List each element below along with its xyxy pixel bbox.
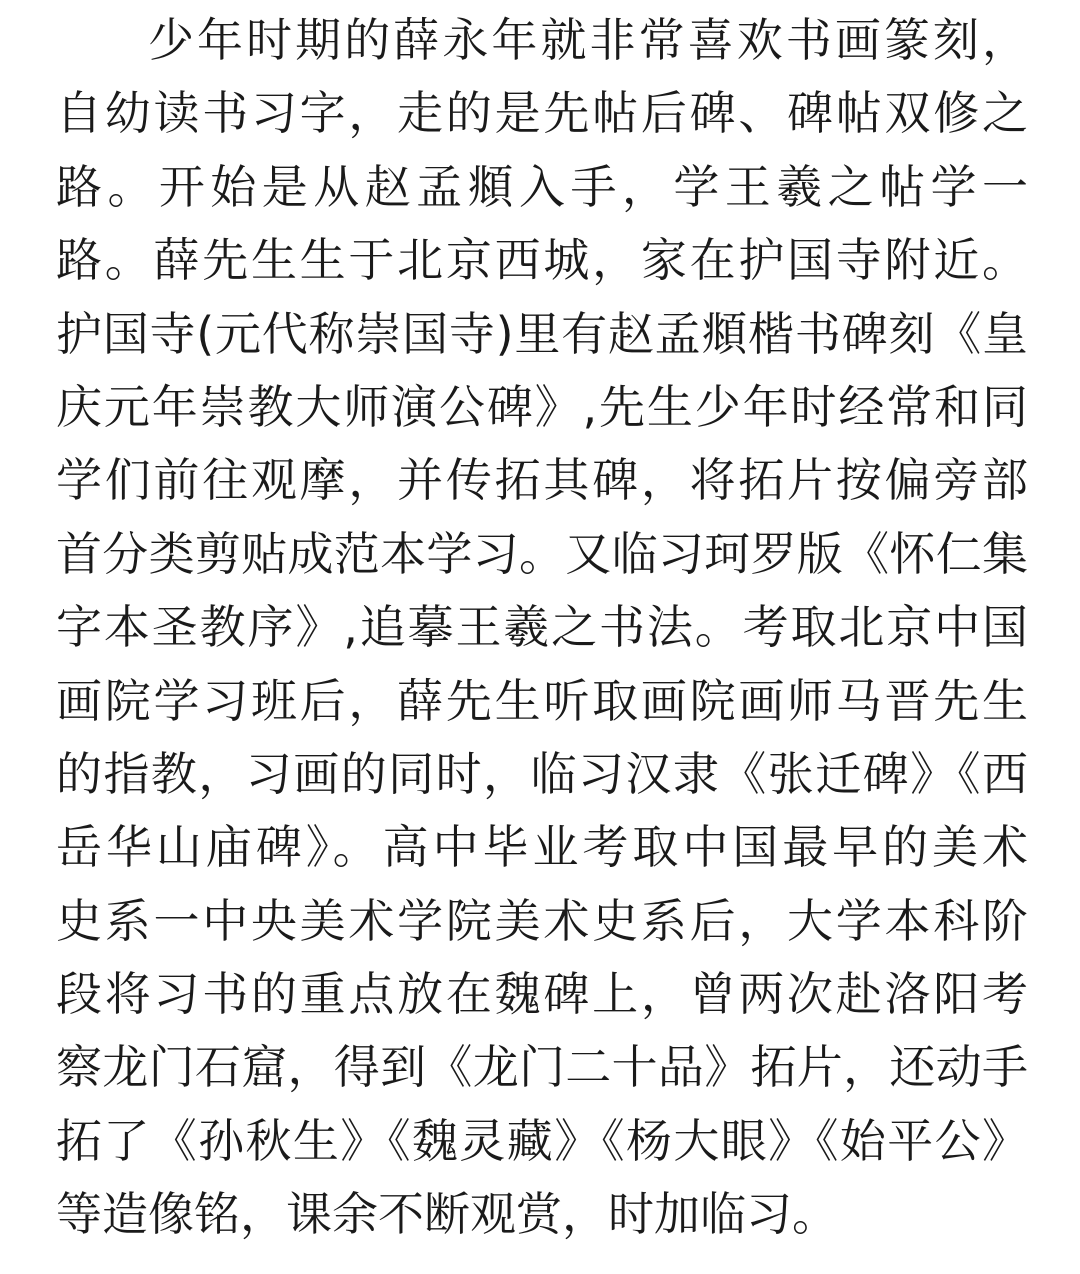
paragraph-line: 的指教，习画的同时，临习汉隶《张迁碑》《西: [56, 746, 1028, 801]
paragraph-line: 路。薛先生生于北京西城，家在护国寺附近。: [56, 233, 1028, 288]
paragraph-line: 岳华山庙碑》。高中毕业考取中国最早的美术: [56, 820, 1028, 875]
paragraph-line: 段将习书的重点放在魏碑上，曾两次赴洛阳考: [56, 967, 1028, 1022]
paragraph-line: 少年时期的薛永年就非常喜欢书画篆刻，: [148, 13, 1028, 67]
paragraph-line: 庆元年崇教大师演公碑》,先生少年时经常和同: [56, 379, 1028, 434]
paragraph-line: 护国寺(元代称崇国寺)里有赵孟頫楷书碑刻《皇: [56, 306, 1028, 361]
paragraph-line: 首分类剪贴成范本学习。又临习珂罗版《怀仁集: [56, 526, 1028, 581]
paragraph-line: 等造像铭，课余不断观赏，时加临习。: [56, 1187, 838, 1242]
article-body: [56, 4, 1028, 1252]
paragraph-line: 自幼读书习字，走的是先帖后碑、碑帖双修之: [56, 86, 1028, 141]
paragraph-line: 史系一中央美术学院美术史系后，大学本科阶: [56, 893, 1028, 948]
paragraph-line: 学们前往观摩，并传拓其碑，将拓片按偏旁部: [56, 453, 1028, 508]
paragraph-line: 路。开始是从赵孟頫入手，学王羲之帖学一: [56, 159, 1028, 214]
paragraph-line: 拓了《孙秋生》《魏灵藏》《杨大眼》《始平公》: [56, 1113, 1028, 1168]
paragraph-line: 察龙门石窟，得到《龙门二十品》拓片，还动手: [56, 1040, 1028, 1095]
paragraph-line: 画院学习班后，薛先生听取画院画师马晋先生: [56, 673, 1028, 728]
paragraph-line: 字本圣教序》,追摹王羲之书法。考取北京中国: [56, 600, 1028, 655]
